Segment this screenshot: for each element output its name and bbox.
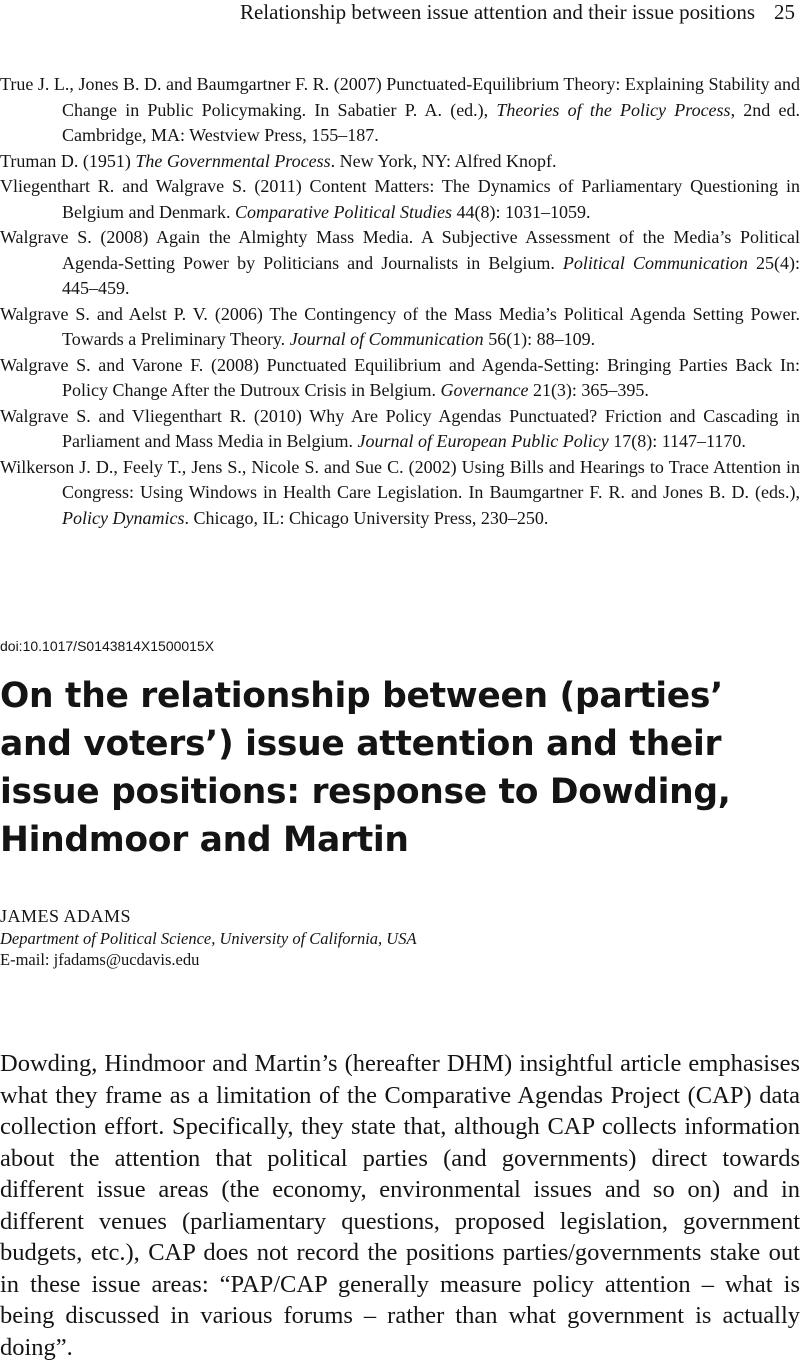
author-affiliation: Department of Political Science, University of California, USA (0, 929, 417, 948)
reference-source-title: Governance (440, 380, 529, 400)
body-paragraph: Dowding, Hindmoor and Martin’s (hereafter DHM) insightful article emphasises what they frame as a limitation of the Comparative Agendas Project (CAP) data collection effort. Specifically, they state that, although CAP collects information about the attention that political parties (and governments) direct towards different issue areas (the economy, environmental issues and so on) and in different venues (parliamentary questions, proposed legislation, government budgets, etc.), CAP does not record the positions parties/governments stake out in these issue areas: “PAP/CAP generally measure policy attention – what is being discussed in various forums – rather than what government is actually doing”. (0, 1050, 800, 1361)
reference-source-title: The Governmental Process (135, 150, 331, 171)
reference-item (0, 302, 800, 353)
reference-text: True J. L., Jones B. D. and Baumgartner F. R. (2007) Punctuated-Equilibrium Theory: Explaining Stability and Change in Public Policymaking. In Sabatier P. A. (ed.), (0, 74, 800, 120)
article-title: On the relationship between (parties’ and voters’) issue attention and their issue positions: response to Dowding, Hindmoor and Martin (0, 676, 731, 860)
author-email[interactable]: E-mail: jfadams@ucdavis.edu (0, 950, 200, 969)
reference-source-title: Journal of European Public Policy (357, 431, 609, 451)
reference-list (0, 72, 800, 531)
reference-details: 56(1): 88–109. (483, 329, 596, 349)
reference-source-title: Comparative Political Studies (234, 201, 452, 222)
reference-text: Truman D. (1951) (0, 150, 136, 171)
reference-details: 25(4): 445–459. (62, 252, 800, 298)
reference-item (0, 225, 800, 302)
reference-item (0, 72, 800, 149)
reference-text: Walgrave S. and Vliegenthart R. (2010) Why Are Policy Agendas Punctuated? Friction and Cascading in Parliament and Mass Media in Belgium. (0, 405, 800, 451)
reference-details: . New York, NY: Alfred Knopf. (330, 150, 557, 171)
reference-text: Walgrave S. (2008) Again the Almighty Mass Media. A Subjective Assessment of the Media’s Political Agenda-Setting Power by Politicians and Journalists in Belgium. (0, 227, 800, 273)
reference-details: 44(8): 1031–1059. (451, 201, 591, 222)
running-head-title: Relationship between issue attention and their issue positions (239, 0, 755, 24)
reference-details: . Chicago, IL: Chicago University Press, 230–250. (184, 507, 549, 528)
reference-details: 21(3): 365–395. (528, 380, 649, 400)
reference-text: Vliegenthart R. and Walgrave S. (2011) Content Matters: The Dynamics of Parliamentary Questioning in Belgium and Denmark. (0, 176, 800, 222)
reference-text: Walgrave S. and Varone F. (2008) Punctuated Equilibrium and Agenda-Setting: Bringing Parties Back In: Policy Change After the Dutroux Crisis in Belgium. (0, 354, 800, 400)
reference-source-title: Political Communication (562, 252, 748, 273)
doi-line[interactable]: doi:10.1017/S0143814X1500015X (0, 638, 215, 654)
reference-item (0, 404, 800, 455)
reference-item (0, 353, 800, 404)
reference-text: Wilkerson J. D., Feely T., Jens S., Nicole S. and Sue C. (2002) Using Bills and Hearings to Trace Attention in Congress: Using Windows in Health Care Legislation. In Baumgartner F. R. and Jones B. D. (eds.), (0, 456, 800, 502)
reference-details: , 2nd ed. Cambridge, MA: Westview Press, 155–187. (62, 99, 800, 145)
reference-item (0, 149, 800, 175)
reference-item (0, 455, 800, 532)
reference-item (0, 174, 800, 225)
page-number: 25 (774, 0, 795, 24)
reference-source-title: Journal of Communication (289, 329, 484, 349)
reference-details: 17(8): 1147–1170. (608, 431, 746, 451)
reference-source-title: Policy Dynamics (62, 507, 185, 528)
reference-text: Walgrave S. and Aelst P. V. (2006) The Contingency of the Mass Media’s Political Agenda Setting Power. Towards a Preliminary Theory. (0, 303, 800, 349)
reference-source-title: Theories of the Policy Process (496, 99, 731, 120)
running-head (0, 0, 800, 26)
author-name: JAMES ADAMS (0, 906, 132, 926)
